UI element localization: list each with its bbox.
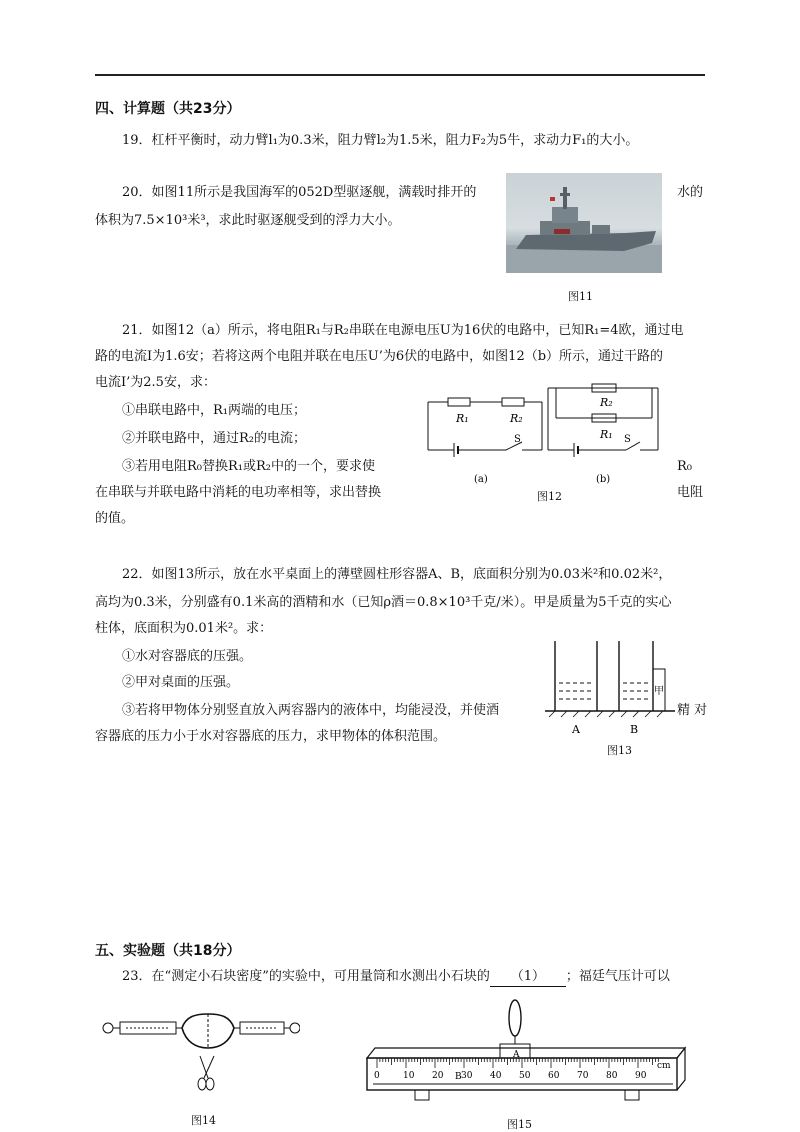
q20-line1: 20．如图11所示是我国海军的052D型驱逐舰，满载时排开的 xyxy=(122,185,477,200)
q21-item3a: ③若用电阻R₀替换R₁或R₂中的一个，要求使 xyxy=(122,459,375,474)
q19-text: 19．杠杆平衡时，动力臂l₁为0.3米，阻力臂l₂为1.5米，阻力F₂为5牛，求动力F₁的大小。 xyxy=(122,133,639,148)
q21-line2: 路的电流I为1.6安；若将这两个电阻并联在电压U’为6伏的电路中，如图12（b）所示，通过干路的 xyxy=(95,349,664,364)
q22-line1: 22．如图13所示，放在水平桌面上的薄壁圆柱形容器A、B，底面积分别为0.03米²和0.02米²， xyxy=(122,567,672,582)
fig12-circuits xyxy=(420,380,680,490)
q21-item3b: 在串联与并联电路中消耗的电功率相等，求出替换 xyxy=(95,485,382,500)
q23-text-after: ；福廷气压计可以 xyxy=(565,969,670,984)
q22-line2: 高均为0.3米，分别盛有0.1米高的酒精和水（已知ρ酒＝0.8×10³千克/米）。甲是质量为5千克的实心 xyxy=(95,595,672,610)
fig13-containers xyxy=(545,635,675,740)
q22-item1: ①水对容器底的压强。 xyxy=(122,649,253,664)
q23-line xyxy=(122,968,670,987)
fig11-caption: 图11 xyxy=(568,290,593,303)
fig14-spring-scales xyxy=(100,1008,300,1108)
ruler-tick-label: 60 xyxy=(548,1071,560,1081)
ruler-tick-label: 10 xyxy=(403,1071,415,1081)
q20-line1-end: 水的 xyxy=(677,185,704,200)
fig13-caption: 图13 xyxy=(607,744,632,757)
fig12b-r2-label: R₂ xyxy=(600,396,613,409)
q23-blank-1: （1） xyxy=(490,968,566,987)
fig12a-r2-label: R₂ xyxy=(510,412,523,425)
fig12b-switch-label: S xyxy=(624,434,631,445)
ruler-tick-label: 20 xyxy=(432,1071,444,1081)
fig15-unit-label: cm xyxy=(657,1061,671,1071)
q21-line1: 21．如图12（a）所示，将电阻R₁与R₂串联在电源电压U为16伏的电路中，已知R₁=4欧，通过电 xyxy=(122,323,684,338)
fig12b-r1-label: R₁ xyxy=(600,428,613,441)
q21-item3a-end: R₀ xyxy=(677,459,692,474)
fig13-a-label: A xyxy=(572,723,580,736)
fig15-ruler xyxy=(355,998,705,1108)
fig12a-switch-label: S xyxy=(514,434,521,445)
q20-line2: 体积为7.5×10³米³，求此时驱逐舰受到的浮力大小。 xyxy=(95,213,401,228)
q21-item3b-end: 电阻 xyxy=(677,485,704,500)
fig12a-label: (a) xyxy=(474,474,488,485)
q22-item3b: 容器底的压力小于水对容器底的压力，求甲物体的体积范围。 xyxy=(95,729,447,744)
ruler-tick-label: 70 xyxy=(577,1071,589,1081)
destroyer-photo xyxy=(506,173,662,273)
q23-text-before: 23．在“测定小石块密度”的实验中，可用量筒和水测出小石块的 xyxy=(122,969,490,984)
ruler-tick-label: 90 xyxy=(635,1071,647,1081)
fig13-b-label: B xyxy=(630,723,639,736)
q22-line3: 柱体，底面积为0.01米²。求： xyxy=(95,621,273,636)
ruler-tick-label: 80 xyxy=(606,1071,618,1081)
ruler-tick-label: 40 xyxy=(490,1071,502,1081)
ruler-tick-label: 30 xyxy=(461,1071,473,1081)
q22-item2: ②甲对桌面的压强。 xyxy=(122,675,240,690)
fig12-caption: 图12 xyxy=(537,490,562,503)
fig15-caption: 图15 xyxy=(507,1118,532,1131)
q21-item3c: 的值。 xyxy=(95,511,135,526)
ruler-tick-label: 50 xyxy=(519,1071,531,1081)
top-rule xyxy=(95,74,705,76)
q22-item3a-end: 精 对 xyxy=(677,703,708,718)
section-4-title: 四、计算题（共23分） xyxy=(95,101,241,117)
ruler-tick-label: 0 xyxy=(374,1071,380,1081)
fig15-label-b: B xyxy=(455,1072,462,1082)
fig12a-r1-label: R₁ xyxy=(456,412,469,425)
q22-item3a: ③若将甲物体分别竖直放入两容器内的液体中，均能浸没，并使酒 xyxy=(122,703,500,718)
fig15-label-a: A xyxy=(513,1050,520,1060)
section-5-title: 五、实验题（共18分） xyxy=(95,943,241,959)
fig12b-label: (b) xyxy=(596,474,611,485)
fig14-caption: 图14 xyxy=(191,1114,216,1127)
fig13-jia-label: 甲 xyxy=(654,686,664,697)
q21-item1: ①串联电路中，R₁两端的电压； xyxy=(122,403,306,418)
q21-item2: ②并联电路中，通过R₂的电流； xyxy=(122,431,306,446)
q21-line3: 电流I’为2.5安，求： xyxy=(95,375,216,390)
